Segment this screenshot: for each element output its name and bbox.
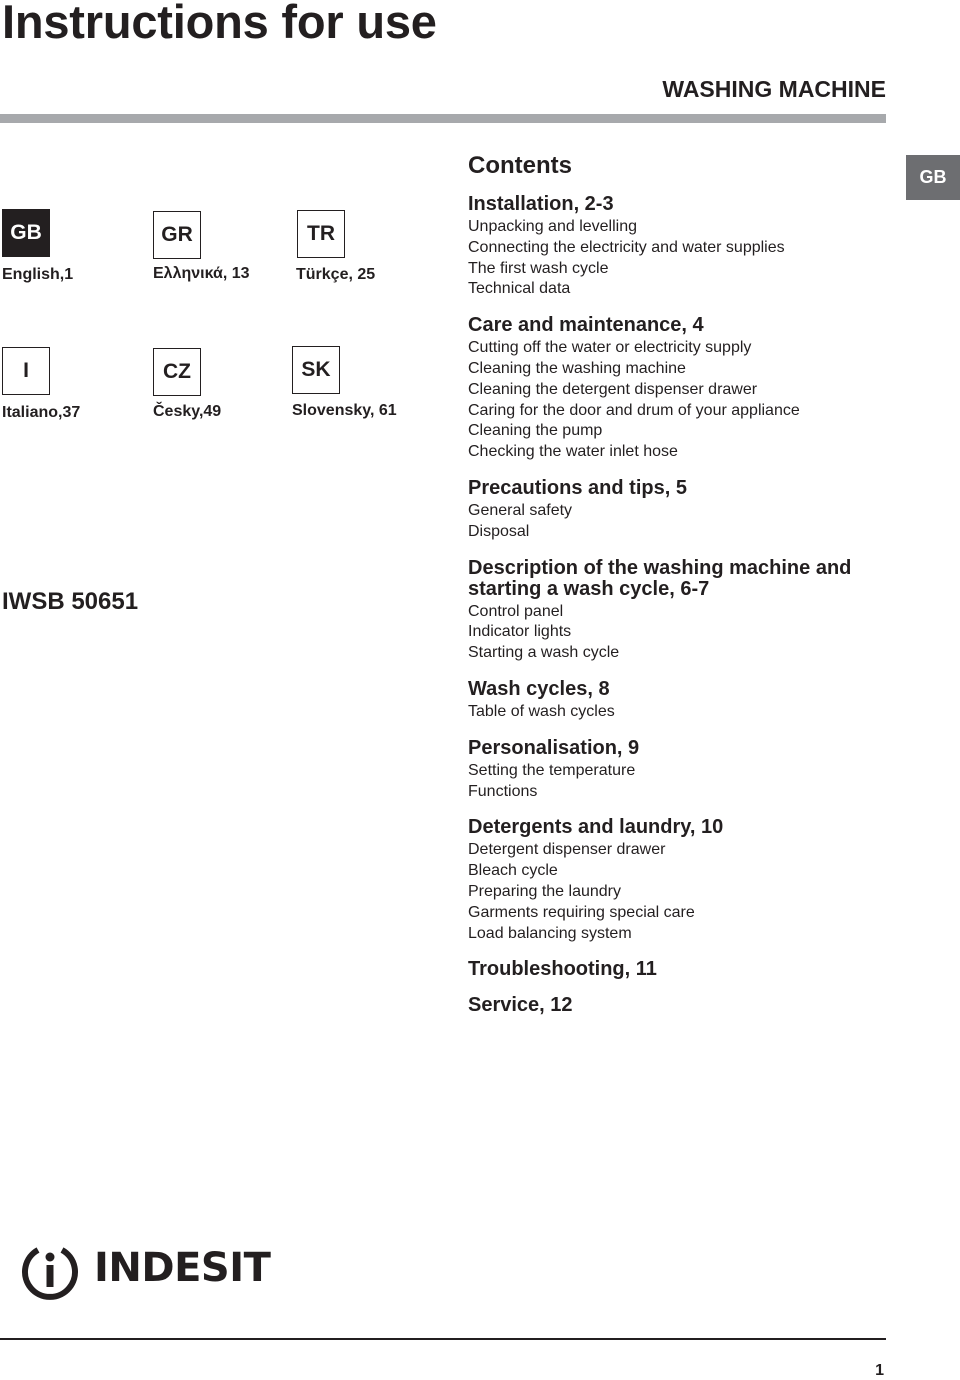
toc-item[interactable]: Cleaning the washing machine: [468, 359, 686, 377]
toc-item[interactable]: Disposal: [468, 522, 530, 540]
footer-divider: [0, 1338, 886, 1340]
toc-item[interactable]: Connecting the electricity and water supplies: [468, 238, 785, 256]
toc-section-care: [468, 315, 898, 463]
language-label-gb[interactable]: English,1: [2, 266, 74, 283]
toc-item[interactable]: Table of wash cycles: [468, 702, 615, 720]
toc-section-title[interactable]: Installation, 2-3: [468, 193, 614, 215]
toc-section-detergents: [468, 817, 898, 944]
language-tab: GB: [906, 155, 960, 200]
toc-item[interactable]: Garments requiring special care: [468, 903, 695, 921]
toc-item[interactable]: Unpacking and levelling: [468, 218, 637, 235]
toc-item[interactable]: General safety: [468, 501, 573, 519]
language-code-gr[interactable]: GR: [153, 211, 201, 259]
toc-section-installation: [468, 194, 898, 300]
language-label-tr[interactable]: Türkçe, 25: [296, 266, 376, 283]
document-title: Instructions for use: [2, 0, 437, 48]
page-number: 1: [875, 1362, 884, 1379]
toc-section-title[interactable]: Detergents and laundry, 10: [468, 816, 724, 839]
toc-section-title[interactable]: Service, 12: [468, 994, 573, 1017]
header-divider: [0, 114, 886, 123]
language-label-sk[interactable]: Slovensky, 61: [292, 402, 397, 419]
toc-item[interactable]: Cleaning the pump: [468, 422, 603, 440]
toc-section-personalisation: [468, 738, 898, 803]
toc-item[interactable]: Cutting off the water or electricity supply: [468, 339, 752, 357]
toc-section-title[interactable]: Precautions and tips, 5: [468, 476, 687, 499]
indesit-power-icon: [18, 1236, 82, 1300]
toc-item[interactable]: Starting a wash cycle: [468, 644, 620, 662]
language-code-tr[interactable]: TR: [297, 210, 345, 258]
toc-item[interactable]: Indicator lights: [468, 623, 572, 641]
language-code-gb[interactable]: GB: [2, 209, 50, 257]
language-code-i[interactable]: I: [2, 347, 50, 395]
toc-item[interactable]: Setting the temperature: [468, 761, 636, 779]
table-of-contents: [468, 152, 898, 1031]
toc-item[interactable]: Checking the water inlet hose: [468, 443, 678, 461]
contents-heading: Contents: [468, 152, 572, 179]
toc-section-title[interactable]: Wash cycles, 8: [468, 677, 610, 700]
model-number: IWSB 50651: [2, 588, 139, 615]
product-type: WASHING MACHINE: [662, 76, 886, 102]
language-code-cz[interactable]: CZ: [153, 348, 201, 396]
brand-name: INDESIT: [94, 1245, 271, 1291]
language-label-gr[interactable]: Ελληνικά, 13: [153, 265, 250, 282]
toc-item[interactable]: Control panel: [468, 602, 564, 620]
language-code-sk[interactable]: SK: [292, 346, 340, 394]
toc-section-precautions: [468, 478, 898, 543]
toc-section-description: [468, 558, 898, 664]
toc-item[interactable]: Technical data: [468, 280, 571, 298]
toc-item[interactable]: Caring for the door and drum of your appliance: [468, 401, 800, 419]
toc-section-wash-cycles: [468, 679, 898, 723]
toc-item[interactable]: The first wash cycle: [468, 259, 609, 277]
toc-section-title[interactable]: Personalisation, 9: [468, 736, 640, 759]
language-label-i[interactable]: Italiano,37: [2, 404, 81, 421]
brand-logo: [18, 1236, 270, 1300]
toc-section-title[interactable]: Troubleshooting, 11: [468, 958, 657, 981]
toc-item[interactable]: Detergent dispenser drawer: [468, 841, 666, 859]
toc-item[interactable]: Bleach cycle: [468, 862, 558, 880]
toc-item[interactable]: Load balancing system: [468, 924, 632, 942]
language-label-cz[interactable]: Česky,49: [153, 403, 222, 420]
toc-item[interactable]: Cleaning the detergent dispenser drawer: [468, 380, 758, 398]
toc-section-title[interactable]: Care and maintenance, 4: [468, 314, 704, 337]
toc-section-service: [468, 995, 898, 1016]
toc-section-title[interactable]: Description of the washing machine and starting a wash cycle, 6-7: [468, 556, 852, 600]
toc-item[interactable]: Preparing the laundry: [468, 882, 621, 900]
toc-item[interactable]: Functions: [468, 782, 538, 800]
toc-section-troubleshooting: [468, 959, 898, 980]
